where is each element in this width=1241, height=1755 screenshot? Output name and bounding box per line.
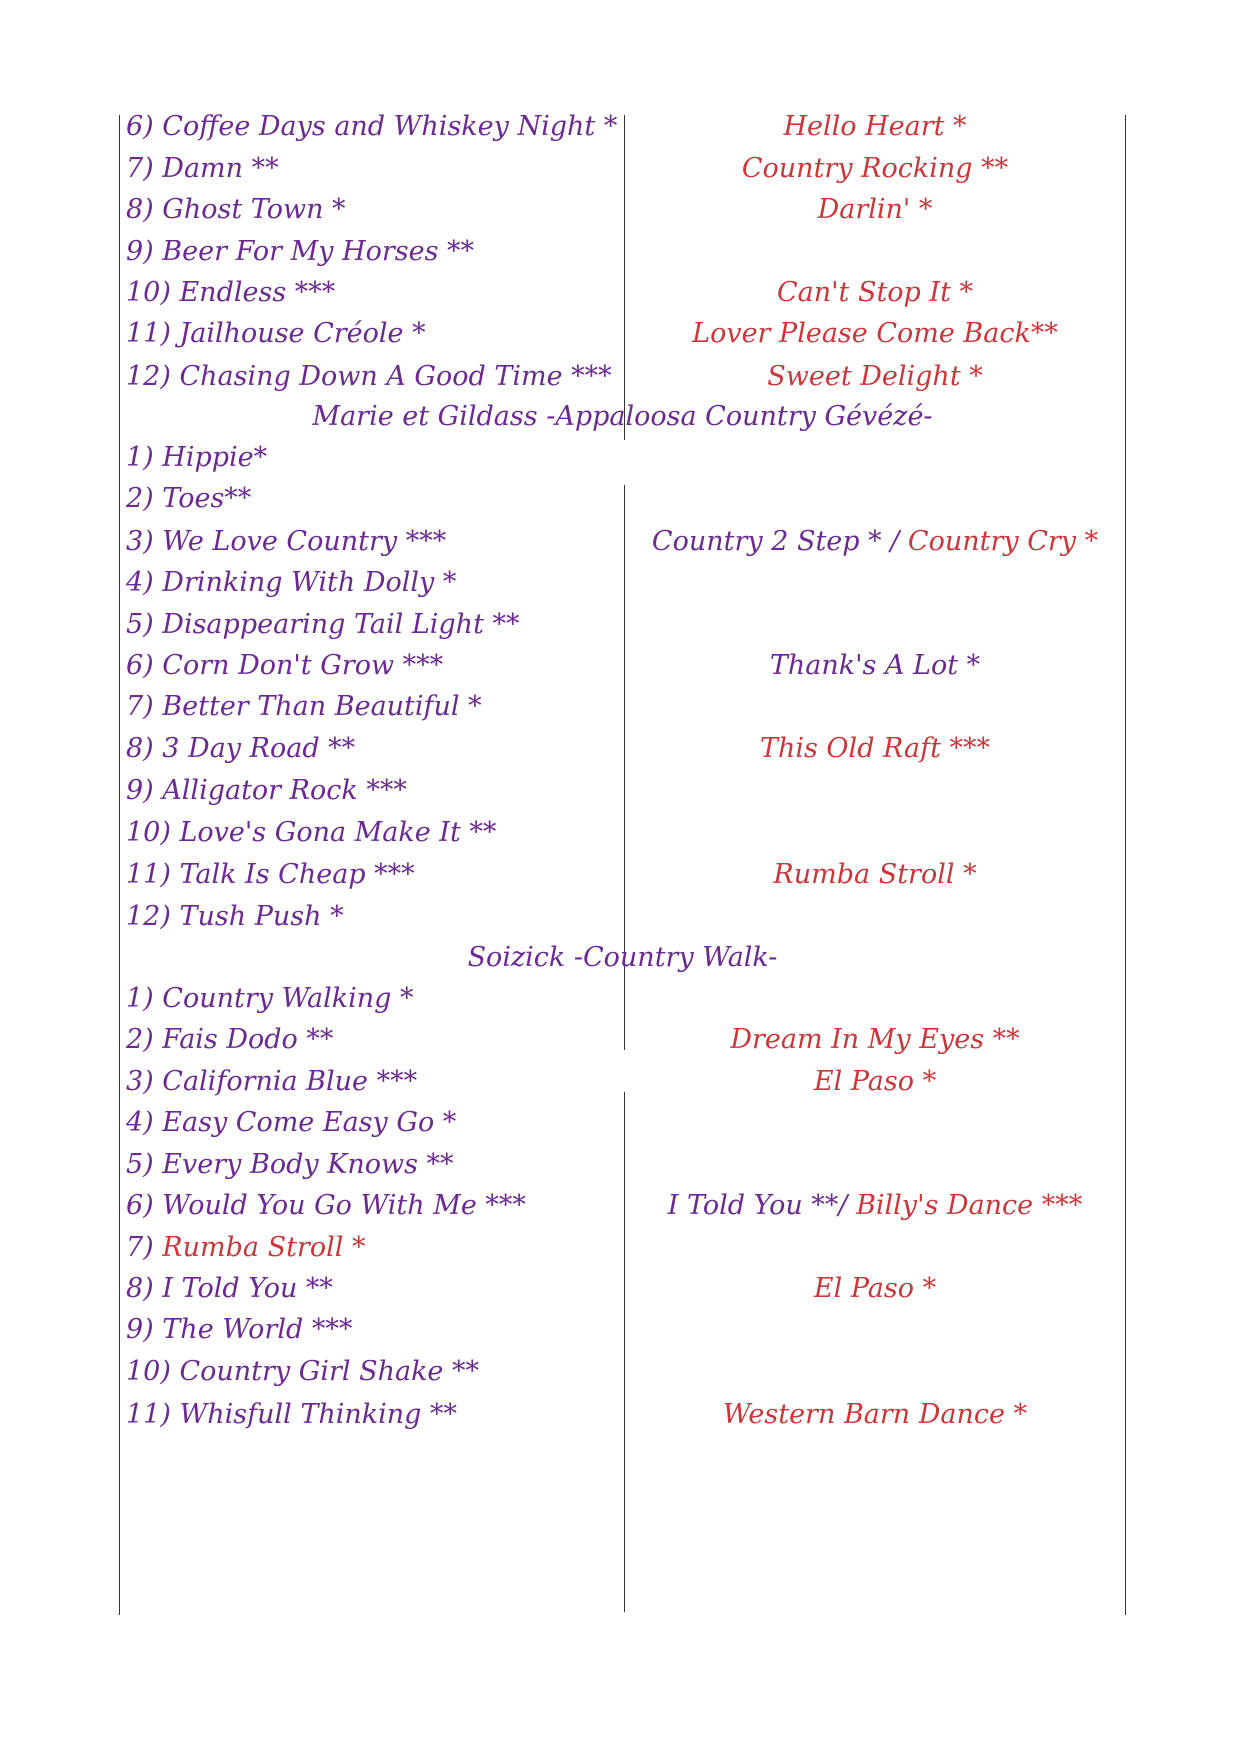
text-segment: El Paso *	[813, 1273, 937, 1304]
dance-entry	[625, 1398, 1125, 1432]
text-segment: 7)	[126, 1232, 163, 1263]
song-entry: 1) Hippie*	[126, 442, 268, 473]
song-entry: 12) Tush Push *	[126, 901, 344, 932]
song-entry: 4) Drinking With Dolly *	[126, 567, 457, 598]
song-entry: 3) California Blue ***	[126, 1066, 418, 1097]
dance-entry	[625, 110, 1125, 144]
song-entry: 2) Toes**	[126, 483, 252, 514]
section-heading: Soizick -Country Walk-	[467, 942, 778, 973]
text-segment: I Told You **/	[667, 1190, 857, 1221]
song-entry: 11) Whisfull Thinking **	[126, 1399, 458, 1430]
song-entry: 8) I Told You **	[126, 1273, 333, 1304]
song-entry: 10) Endless ***	[126, 277, 336, 308]
text-segment: Billy's Dance ***	[856, 1190, 1083, 1221]
dance-entry	[625, 1272, 1125, 1306]
song-entry: 5) Every Body Knows **	[126, 1149, 454, 1180]
song-entry: 1) Country Walking *	[126, 983, 414, 1014]
song-entry: 10) Country Girl Shake **	[126, 1356, 479, 1387]
song-entry: 4) Easy Come Easy Go *	[126, 1107, 457, 1138]
song-entry: 7) Better Than Beautiful *	[126, 691, 482, 722]
dance-entry	[625, 525, 1125, 559]
song-entry: 6) Corn Don't Grow ***	[126, 650, 444, 681]
song-entry: 7) Damn **	[126, 153, 279, 184]
dance-entry	[625, 1023, 1125, 1057]
text-segment: Sweet Delight *	[767, 361, 983, 392]
middle-rule	[624, 1092, 625, 1612]
dance-entry	[625, 152, 1125, 186]
text-segment: Dream In My Eyes **	[730, 1024, 1020, 1055]
song-entry: 10) Love's Gona Make It **	[126, 817, 497, 848]
dance-entry	[625, 732, 1125, 766]
song-entry: 3) We Love Country ***	[126, 526, 447, 557]
song-entry: 8) Ghost Town *	[126, 194, 346, 225]
text-segment: El Paso *	[813, 1066, 937, 1097]
text-segment: Western Barn Dance *	[722, 1399, 1028, 1430]
text-segment: Lover Please Come Back**	[692, 318, 1058, 349]
song-entry: 11) Talk Is Cheap ***	[126, 859, 415, 890]
text-segment: Darlin' *	[817, 194, 933, 225]
song-entry: 12) Chasing Down A Good Time ***	[126, 361, 612, 392]
dance-entry	[625, 193, 1125, 227]
song-entry: 9) The World ***	[126, 1314, 353, 1345]
song-entry: 6) Coffee Days and Whiskey Night *	[126, 111, 618, 142]
right-rule	[1125, 115, 1126, 1615]
dance-entry	[625, 1189, 1125, 1223]
text-segment: Thank's A Lot *	[769, 650, 981, 681]
song-entry: 2) Fais Dodo **	[126, 1024, 334, 1055]
dance-entry	[625, 317, 1125, 351]
section-heading: Marie et Gildass -Appaloosa Country Gévézé-	[312, 401, 933, 432]
song-entry	[126, 1231, 365, 1265]
song-entry: 8) 3 Day Road **	[126, 733, 356, 764]
song-entry: 9) Alligator Rock ***	[126, 775, 407, 806]
text-segment: Rumba Stroll *	[162, 1232, 366, 1263]
text-segment: Country 2 Step * /	[651, 526, 908, 557]
text-segment: Country Cry *	[907, 526, 1099, 557]
dance-entry	[625, 276, 1125, 310]
left-rule	[119, 115, 120, 1615]
song-entry: 5) Disappearing Tail Light **	[126, 609, 520, 640]
song-entry: 11) Jailhouse Créole *	[126, 318, 426, 349]
text-segment: This Old Raft ***	[759, 733, 991, 764]
dance-entry	[625, 1065, 1125, 1099]
song-entry: 6) Would You Go With Me ***	[126, 1190, 526, 1221]
dance-entry	[625, 360, 1125, 394]
song-entry: 9) Beer For My Horses **	[126, 236, 475, 267]
text-segment: Rumba Stroll *	[773, 859, 977, 890]
text-segment: Can't Stop It *	[776, 277, 974, 308]
text-segment: Hello Heart *	[783, 111, 967, 142]
dance-entry	[625, 649, 1125, 683]
text-segment: Country Rocking **	[741, 153, 1009, 184]
dance-entry	[625, 858, 1125, 892]
